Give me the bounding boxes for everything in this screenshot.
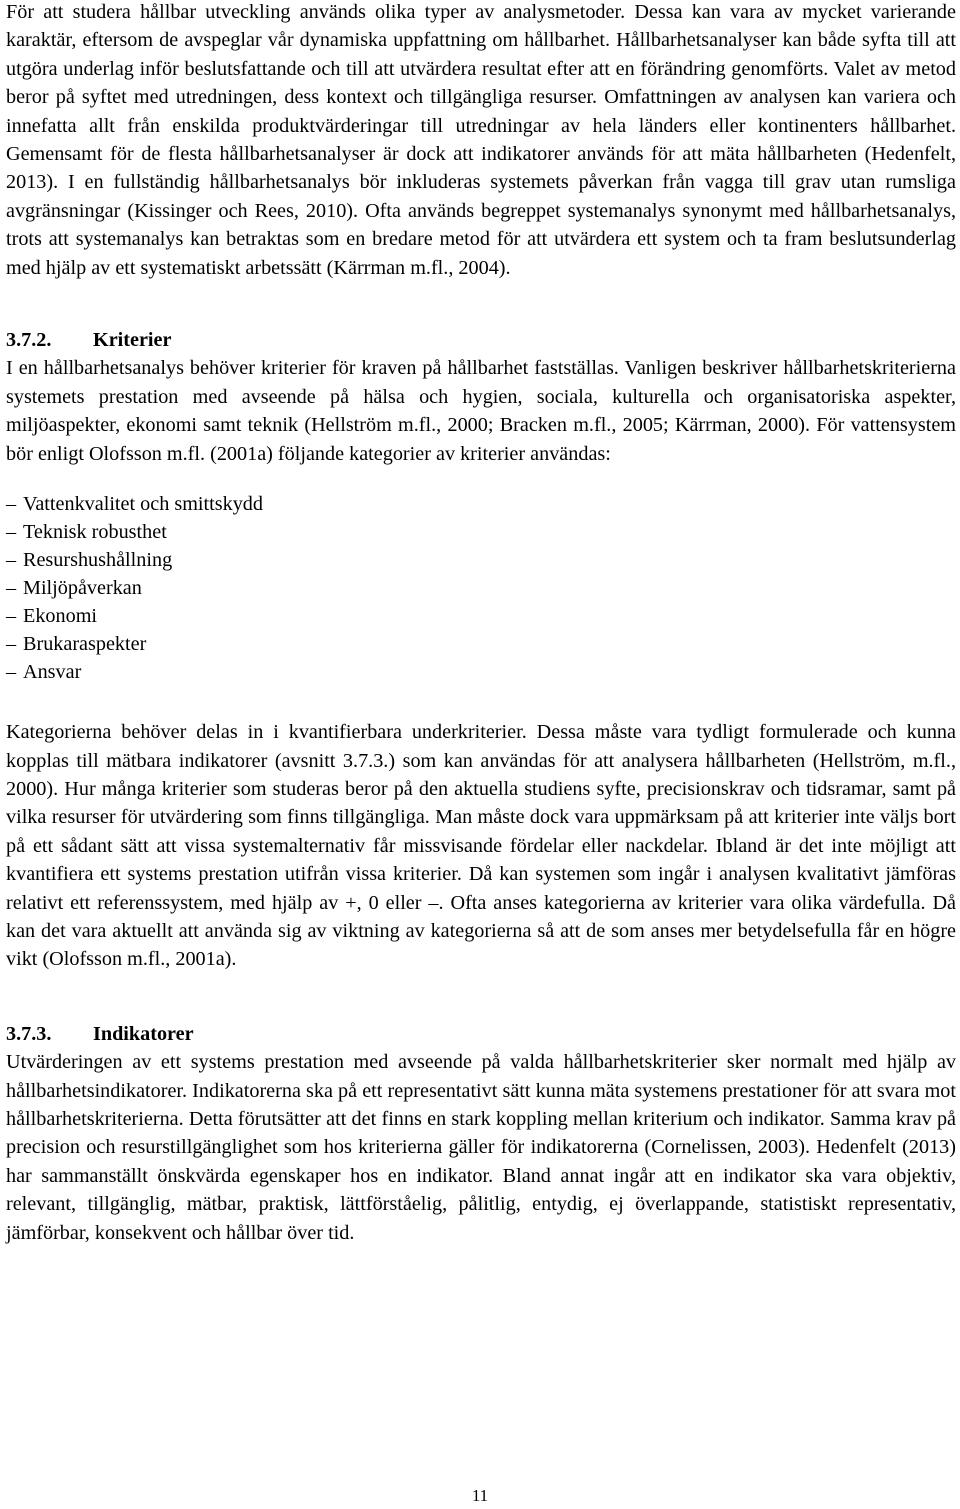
section-title: Indikatorer xyxy=(93,1022,194,1045)
list-item: – Resurshushållning xyxy=(6,549,173,572)
section-number: 3.7.2. xyxy=(6,329,52,352)
list-item: – Miljöpåverkan xyxy=(6,577,142,600)
kriterier-paragraph-1: I en hållbarhetsanalys behöver kriterier för kraven på hållbarhet fastställas. Vanligen beskriver hållbarhetskriterierna systemets prestation med avseende på hälsa och hygien, sociala, kulturella och organisatoriska aspekter, miljöaspekter, ekonomi samt teknik (Hellström m.fl., 2000; Bracken m.fl., 2005; Kärrman, 2000). För vattensystem bör enligt Olofsson m.fl. (2001a) följande kategorier av kriterier användas: xyxy=(6,357,956,465)
document-page xyxy=(6,0,956,1247)
intro-paragraph: För att studera hållbar utveckling används olika typer av analysmetoder. Dessa kan vara av mycket varierande karaktär, eftersom de avspeglar vår dynamiska uppfattning om hållbarhet. Hållbarhetsanalyser kan både syfta till att utgöra underlag inför beslutsfattande och till att utvärdera resultat efter att en förändring genomförts. Valet av metod beror på syftet med utredningen, dess kontext och tillgängliga resurser. Omfattningen av analysen kan variera och innefatta allt från enskilda produktvärderingar till utredningar av hela länders eller kontinenters hållbarhet. Gemensamt för de flesta hållbarhetsanalyser är dock att indikatorer används för att mäta hållbarheten (Hedenfelt, 2013). I en fullständig hållbarhetsanalys bör inkluderas systemets påverkan från vagga till grav utan rumsliga avgränsningar (Kissinger och Rees, 2010). Ofta används begreppet systemanalys synonymt med hållbarhetsanalys, trots att systemanalys kan betraktas som en bredare metod för att utvärdera ett system och ta fram beslutsunderlag med hjälp av ett systematiskt arbetssätt (Kärrman m.fl., 2004). xyxy=(6,1,956,279)
criteria-list xyxy=(6,490,956,686)
section-heading-kriterier xyxy=(6,326,956,354)
list-item: – Vattenkvalitet och smittskydd xyxy=(6,493,263,516)
list-item: – Teknisk robusthet xyxy=(6,521,167,544)
list-item: – Ekonomi xyxy=(6,605,98,628)
section-number: 3.7.3. xyxy=(6,1022,52,1045)
section-heading-indikatorer xyxy=(6,1020,956,1048)
page-number: 11 xyxy=(471,1486,489,1505)
indikatorer-paragraph-1: Utvärderingen av ett systems prestation med avseende på valda hållbarhetskriterier sker normalt med hjälp av hållbarhetsindikatorer. Indikatorerna ska på ett representativt sätt kunna mäta systemens prestationer för att svara mot hållbarhetskriterierna. Detta förutsätter att det finns en stark koppling mellan kriterium och indikator. Samma krav på precision och resurstillgänglighet som hos kriterierna gäller för indikatorerna (Cornelissen, 2003). Hedenfelt (2013) har sammanställt önskvärda egenskaper hos en indikator. Bland annat ingår att en indikator ska vara objektiv, relevant, tillgänglig, mätbar, praktisk, lättförståelig, pålitlig, entydig, ej överlappande, statistiskt representativ, jämförbar, konsekvent och hållbar över tid. xyxy=(6,1051,956,1244)
section-title: Kriterier xyxy=(93,329,172,352)
list-item: – Brukaraspekter xyxy=(6,633,147,656)
list-item: – Ansvar xyxy=(6,661,82,684)
kriterier-paragraph-2: Kategorierna behöver delas in i kvantifierbara underkriterier. Dessa måste vara tydligt formulerade och kunna kopplas till mätbara indikatorer (avsnitt 3.7.3.) som kan användas för att analysera hållbarheten (Hellström, m.fl., 2000). Hur många kriterier som studeras beror på den aktuella studiens syfte, precisionskrav och tidsramar, samt på vilka resurser för utvärdering som finns tillgängliga. Man måste dock vara uppmärksam på att kriterier inte väljs bort på ett sådant sätt att vissa systemalternativ får missvisande fördelar eller nackdelar. Ibland är det inte möjligt att kvantifiera ett systems prestation utifrån vissa kriterier. Då kan systemen som ingår i analysen kvalitativt jämföras relativt ett referenssystem, med hjälp av +, 0 eller –. Ofta anses kategorierna av kriterier vara olika värdefulla. Då kan det vara aktuellt att använda sig av viktning av kategorierna så att de som anses mer betydelsefulla får en högre vikt (Olofsson m.fl., 2001a). xyxy=(6,721,956,971)
